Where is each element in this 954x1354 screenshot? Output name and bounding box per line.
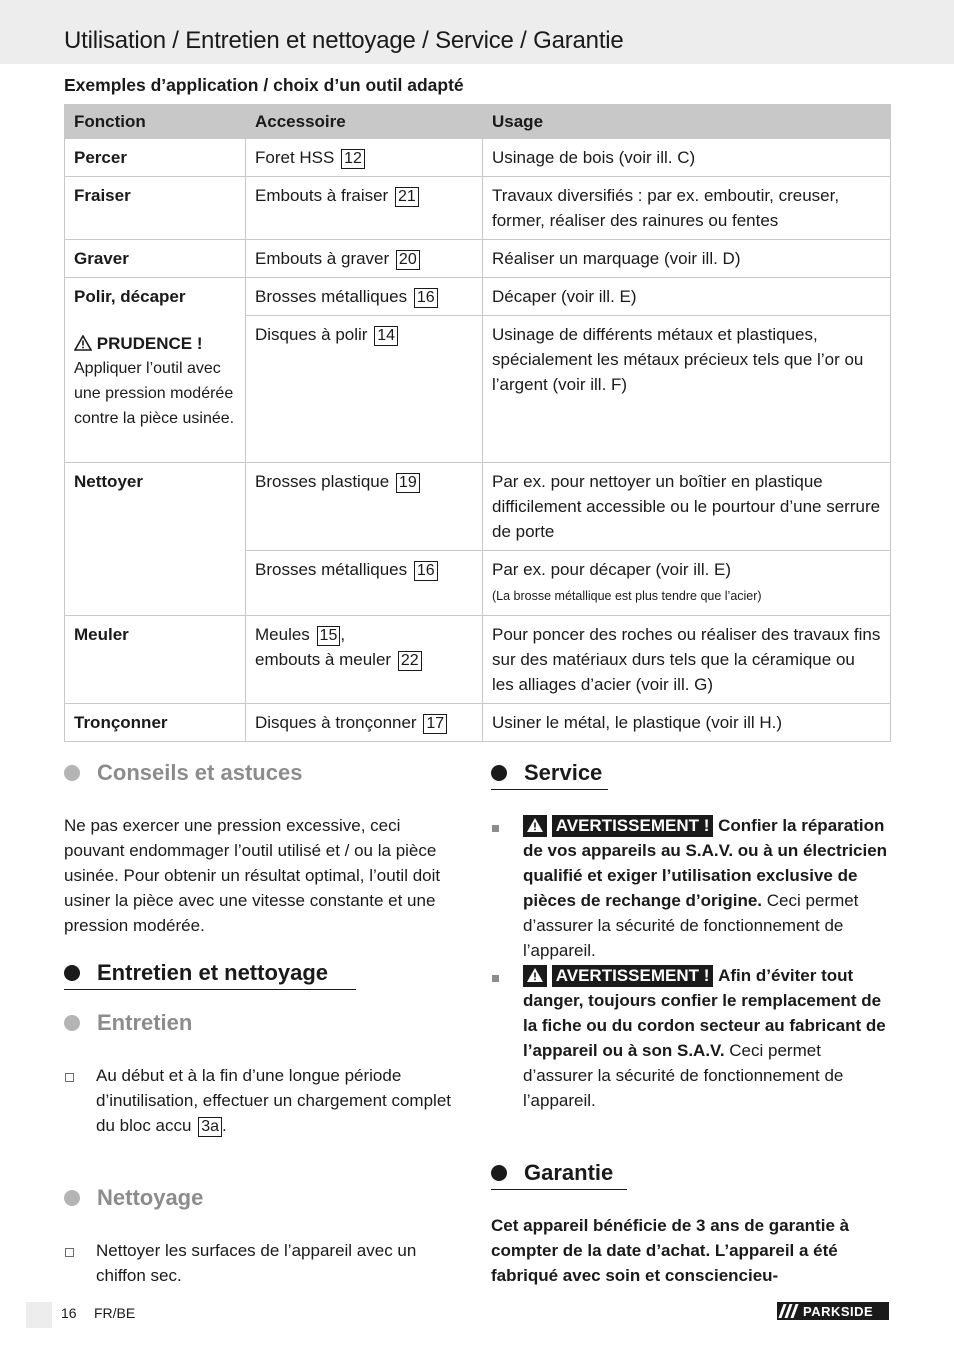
ref-number: 16 bbox=[414, 561, 438, 581]
bullet-dot-icon bbox=[64, 1190, 80, 1206]
heading-entretien: Entretien bbox=[64, 1010, 192, 1036]
cell-fonction: Tronçonner bbox=[65, 704, 246, 742]
warning-badge: AVERTISSEMENT ! bbox=[552, 965, 714, 987]
list-square-icon bbox=[492, 975, 499, 982]
service-warning-1: AVERTISSEMENT ! Confier la réparation de vos appareils au S.A.V. ou à un électricien qualifié et exiger l’utilisation exclusive de pièces de rechange d’origine. Ceci permet d’assurer la sécurité de fonctionnement de l’appareil. bbox=[523, 816, 888, 960]
cell-fonction: Fraiser bbox=[65, 177, 246, 240]
list-square-icon bbox=[492, 825, 499, 832]
warning-triangle-icon bbox=[523, 815, 547, 837]
bullet-dot-icon bbox=[64, 765, 80, 781]
bullet-dot-icon bbox=[491, 1165, 507, 1181]
caution-label: PRUDENCE ! bbox=[74, 331, 236, 356]
warning-badge: AVERTISSEMENT ! bbox=[552, 815, 714, 837]
application-table bbox=[64, 104, 891, 742]
table-row bbox=[65, 704, 891, 742]
ref-number: 12 bbox=[341, 149, 365, 169]
table-row bbox=[65, 463, 891, 551]
garantie-text: Cet appareil bénéficie de 3 ans de garantie à compter de la date d’achat. L’appareil a été fabriqué avec soin et consciencieu- bbox=[491, 1216, 850, 1285]
cell-fonction: Graver bbox=[65, 240, 246, 278]
col-header-fonction: Fonction bbox=[65, 105, 246, 139]
entretien-item: Au début et à la fin d’une longue période d’inutilisation, effectuer un chargement complet du bloc accu 3a . bbox=[96, 1066, 451, 1135]
table-row bbox=[65, 278, 891, 316]
table-row bbox=[65, 240, 891, 278]
table-row bbox=[65, 177, 891, 240]
caution-text: Appliquer l’outil avec une pression modérée contre la pièce usinée. bbox=[74, 360, 235, 427]
language-code: FR/BE bbox=[94, 1305, 136, 1321]
warning-triangle-icon bbox=[74, 335, 92, 351]
heading-service: Service bbox=[491, 760, 608, 790]
bullet-dot-icon bbox=[64, 965, 80, 981]
page-number: 16 bbox=[61, 1305, 77, 1321]
heading-entretien-nettoyage: Entretien et nettoyage bbox=[64, 960, 356, 990]
cell-usage: Usiner le métal, le plastique (voir ill H.) bbox=[483, 704, 891, 742]
cell-usage: Usinage de différents métaux et plastiques, spécialement les métaux précieux tels que l’or ou l’argent (voir ill. F) bbox=[483, 316, 891, 463]
cell-fonction: Percer bbox=[65, 139, 246, 177]
col-header-usage: Usage bbox=[483, 105, 891, 139]
cell-fonction: Polir, décaper PRUDENCE ! Appliquer l’outil avec une pression modérée contre la pièce usinée. bbox=[65, 278, 246, 463]
ref-number: 3a bbox=[198, 1117, 222, 1137]
cell-usage: Par ex. pour nettoyer un boîtier en plastique difficilement accessible ou le pourtour d’une serrure de porte bbox=[483, 463, 891, 551]
cell-fonction: Nettoyer bbox=[65, 463, 246, 616]
heading-garantie: Garantie bbox=[491, 1160, 627, 1190]
ref-number: 14 bbox=[374, 326, 398, 346]
cell-accessoire: Brosses métalliques 16 bbox=[246, 278, 483, 316]
logo-stripes-icon bbox=[777, 1302, 803, 1320]
cell-usage: Réaliser un marquage (voir ill. D) bbox=[483, 240, 891, 278]
heading-nettoyage: Nettoyage bbox=[64, 1185, 203, 1211]
list-square-icon bbox=[65, 1073, 74, 1082]
ref-number: 16 bbox=[414, 288, 438, 308]
cell-accessoire: Meules 15 , embouts à meuler 22 bbox=[246, 616, 483, 704]
cell-accessoire: Embouts à graver 20 bbox=[246, 240, 483, 278]
ref-number: 15 bbox=[317, 626, 341, 646]
cell-usage: Travaux diversifiés : par ex. emboutir, creuser, former, réaliser des rainures ou fentes bbox=[483, 177, 891, 240]
cell-accessoire: Embouts à fraiser 21 bbox=[246, 177, 483, 240]
warning-triangle-icon bbox=[523, 965, 547, 987]
cell-usage: Pour poncer des roches ou réaliser des travaux fins sur des matériaux durs tels que la céramique ou les alliages d’acier (voir ill. G) bbox=[483, 616, 891, 704]
ref-number: 19 bbox=[396, 473, 420, 493]
cell-usage: Usinage de bois (voir ill. C) bbox=[483, 139, 891, 177]
cell-accessoire: Brosses métalliques 16 bbox=[246, 551, 483, 616]
table-title: Exemples d’application / choix d’un outil adapté bbox=[64, 75, 464, 95]
cell-accessoire: Brosses plastique 19 bbox=[246, 463, 483, 551]
ref-number: 21 bbox=[395, 187, 419, 207]
table-row bbox=[65, 616, 891, 704]
cell-usage: Décaper (voir ill. E) bbox=[483, 278, 891, 316]
footer-page-box bbox=[26, 1302, 52, 1328]
cell-accessoire: Disques à polir 14 bbox=[246, 316, 483, 463]
service-warning-2: AVERTISSEMENT ! Afin d’éviter tout danger, toujours confier le remplacement de la fiche ou du cordon secteur au fabricant de l’appareil ou à son S.A.V. Ceci permet d’assurer la sécurité de fonctionnement de l’appareil. bbox=[523, 966, 886, 1110]
table-row bbox=[65, 139, 891, 177]
ref-number: 17 bbox=[423, 714, 447, 734]
parkside-logo: PARKSIDE bbox=[777, 1302, 889, 1320]
bullet-dot-icon bbox=[64, 1015, 80, 1031]
ref-number: 20 bbox=[396, 250, 420, 270]
cell-usage: Par ex. pour décaper (voir ill. E) (La brosse métallique est plus tendre que l’acier) bbox=[483, 551, 891, 616]
heading-conseils: Conseils et astuces bbox=[64, 760, 302, 786]
table-header-row bbox=[65, 105, 891, 139]
bullet-dot-icon bbox=[491, 765, 507, 781]
cell-accessoire: Foret HSS 12 bbox=[246, 139, 483, 177]
page-title: Utilisation / Entretien et nettoyage / Service / Garantie bbox=[64, 27, 624, 54]
cell-accessoire: Disques à tronçonner 17 bbox=[246, 704, 483, 742]
usage-note: (La brosse métallique est plus tendre que l’acier) bbox=[492, 589, 762, 603]
ref-number: 22 bbox=[398, 651, 422, 671]
cell-fonction: Meuler bbox=[65, 616, 246, 704]
list-square-icon bbox=[65, 1248, 74, 1257]
nettoyage-item: Nettoyer les surfaces de l’appareil avec un chiffon sec. bbox=[96, 1241, 417, 1285]
conseils-text: Ne pas exercer une pression excessive, ceci pouvant endommager l’outil utilisé et / ou la pièce usinée. Pour obtenir un résultat optimal, l’outil doit usiner la pièce avec une vitesse constante et une pression modérée. bbox=[64, 816, 441, 935]
col-header-accessoire: Accessoire bbox=[246, 105, 483, 139]
